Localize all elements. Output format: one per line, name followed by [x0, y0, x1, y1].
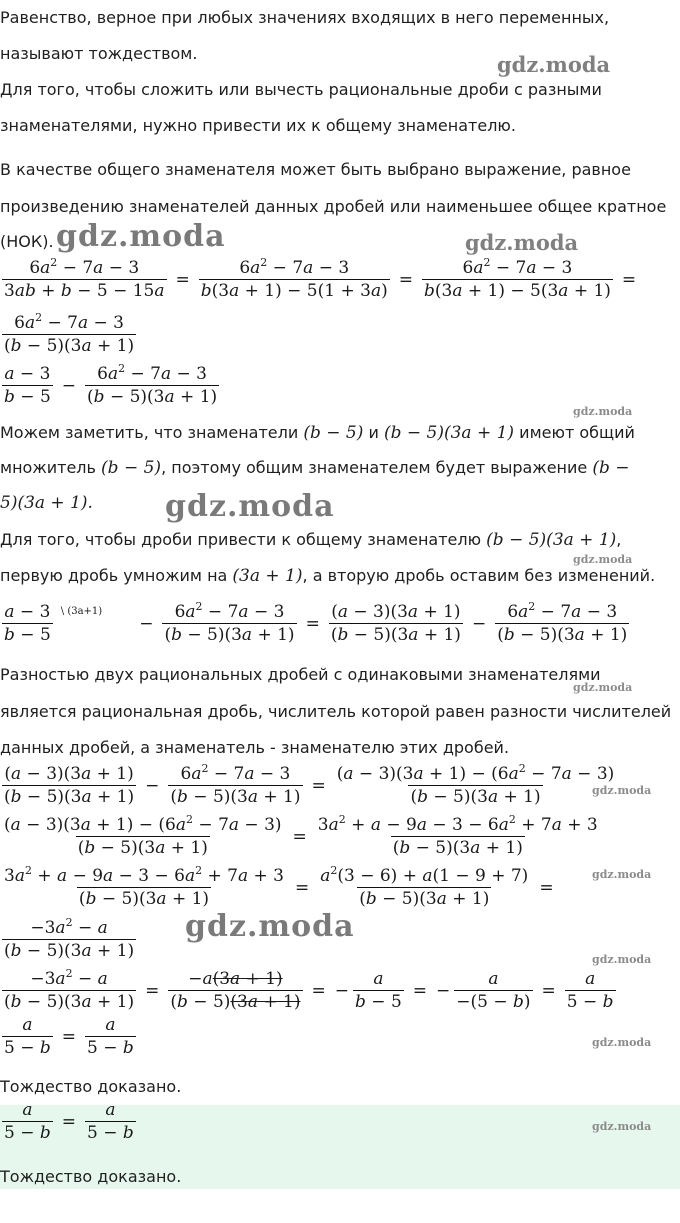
rule-line-1: Для того, чтобы сложить или вычесть рациональные дроби с разными: [0, 80, 602, 99]
rule-line-2: знаменателями, нужно привести их к общему знаменателю.: [0, 116, 516, 135]
conclusion-text: Тождество доказано.: [0, 1077, 182, 1096]
watermark-logo: gdz.moda: [592, 784, 652, 797]
difference-rule-line-2: является рациональная дробь, числитель которой равен разности числителей: [0, 702, 672, 721]
watermark-logo: gdz.moda: [573, 553, 633, 566]
definition-line-1: Равенство, верное при любых значениях входящих в него переменных,: [0, 8, 610, 27]
equation-factored-result: $\frac{6a^2 - 7a - 3}{(b - 5)(3a + 1)}$: [4, 311, 135, 356]
watermark-logo: gdz.moda: [592, 1120, 652, 1133]
bring-to-denominator-line-1: Для того, чтобы дроби привести к общему знаменателю (b − 5)(3a + 1),: [0, 530, 622, 550]
equation-identity: $\frac{a}{5 - b}$ = $\frac{a}{5 - b}$: [4, 1015, 134, 1058]
denominator-line-1: В качестве общего знаменателя может быть выбрано выражение, равное: [0, 160, 631, 179]
common-factor-line-2: множитель (b − 5), поэтому общим знаменателем будет выражение (b −: [0, 458, 630, 478]
equation-expand: $\frac{(a - 3)(3a + 1) - (6a^2 - 7a - 3)}{(b - 5)(3a + 1)}$ = $\frac{3a^2 + a - 9a - 3 - 6a^2 + 7a + 3}{(b - 5)(3a + 1)}$: [4, 813, 598, 858]
equation-simplified: $\frac{-3a^2 - a}{(b - 5)(3a + 1)}$: [4, 916, 135, 961]
watermark-logo: gdz.moda: [165, 489, 335, 524]
watermark-logo: gdz.moda: [592, 1036, 652, 1049]
answer-identity: $\frac{a}{5 - b}$ = $\frac{a}{5 - b}$: [4, 1100, 134, 1143]
watermark-logo: gdz.moda: [592, 868, 652, 881]
equation-cancel: $\frac{-3a^2 - a}{(b - 5)(3a + 1)}$ = $\frac{-a(3a + 1)}{(b - 5)(3a + 1)}$ = − $\frac{a}{b - 5}$ = − $\frac{a}{-(5 - b)}$ = $\frac{a}{5 - b}$: [4, 967, 614, 1012]
answer-conclusion: Тождество доказано.: [0, 1167, 182, 1186]
multiplier-annotation: \ (3a+1): [60, 606, 103, 617]
difference-rule-line-1: Разностью двух рациональных дробей с одинаковыми знаменателями: [0, 665, 601, 684]
watermark-logo: gdz.moda: [497, 52, 611, 77]
bring-to-denominator-line-2: первую дробь умножим на (3a + 1), а вторую дробь оставим без изменений.: [0, 566, 656, 586]
equation-common-denominator: $\frac{a - 3}{b - 5}$ \ (3a+1) − $\frac{6a^2 - 7a - 3}{(b - 5)(3a + 1)}$ = $\frac{(a - 3)(3a + 1)}{(b - 5)(3a + 1)}$ − $\frac{6a^2 - 7a - 3}{(b - 5)(3a + 1)}$: [4, 600, 628, 645]
common-factor-line-3: 5)(3a + 1).: [0, 493, 93, 513]
denominator-line-2: произведению знаменателей данных дробей или наименьшее общее кратное: [0, 197, 667, 216]
watermark-logo: gdz.moda: [465, 230, 579, 255]
equation-group-terms: $\frac{3a^2 + a - 9a - 3 - 6a^2 + 7a + 3}{(b - 5)(3a + 1)}$ = $\frac{a^2(3 - 6) + a(1 - 9 + 7)}{(b - 5)(3a + 1)}$ =: [4, 864, 554, 909]
watermark-logo: gdz.moda: [573, 681, 633, 694]
watermark-logo: gdz.moda: [592, 953, 652, 966]
equation-factor-denominator: $\frac{6a^2 - 7a - 3}{3ab + b - 5 - 15a}$ = $\frac{6a^2 - 7a - 3}{b(3a + 1) - 5(1 + 3a)}$ = $\frac{6a^2 - 7a - 3}{b(3a + 1) - 5(3a + 1)}$ =: [4, 256, 637, 301]
equation-combine: $\frac{(a - 3)(3a + 1)}{(b - 5)(3a + 1)}$ − $\frac{6a^2 - 7a - 3}{(b - 5)(3a + 1)}$ = $\frac{(a - 3)(3a + 1) - (6a^2 - 7a - 3)}{(b - 5)(3a + 1)}$: [4, 762, 615, 807]
denominator-line-3: (НОК).: [0, 232, 54, 251]
watermark-logo: gdz.moda: [185, 909, 355, 944]
watermark-logo: gdz.moda: [56, 219, 226, 254]
equation-difference: $\frac{a - 3}{b - 5}$ − $\frac{6a^2 - 7a - 3}{(b - 5)(3a + 1)}$: [4, 362, 218, 407]
watermark-logo: gdz.moda: [573, 405, 633, 418]
difference-rule-line-3: данных дробей, а знаменатель - знаменателю этих дробей.: [0, 738, 510, 757]
common-factor-line-1: Можем заметить, что знаменатели (b − 5) и (b − 5)(3a + 1) имеют общий: [0, 423, 635, 443]
definition-line-2: называют тождеством.: [0, 44, 198, 63]
